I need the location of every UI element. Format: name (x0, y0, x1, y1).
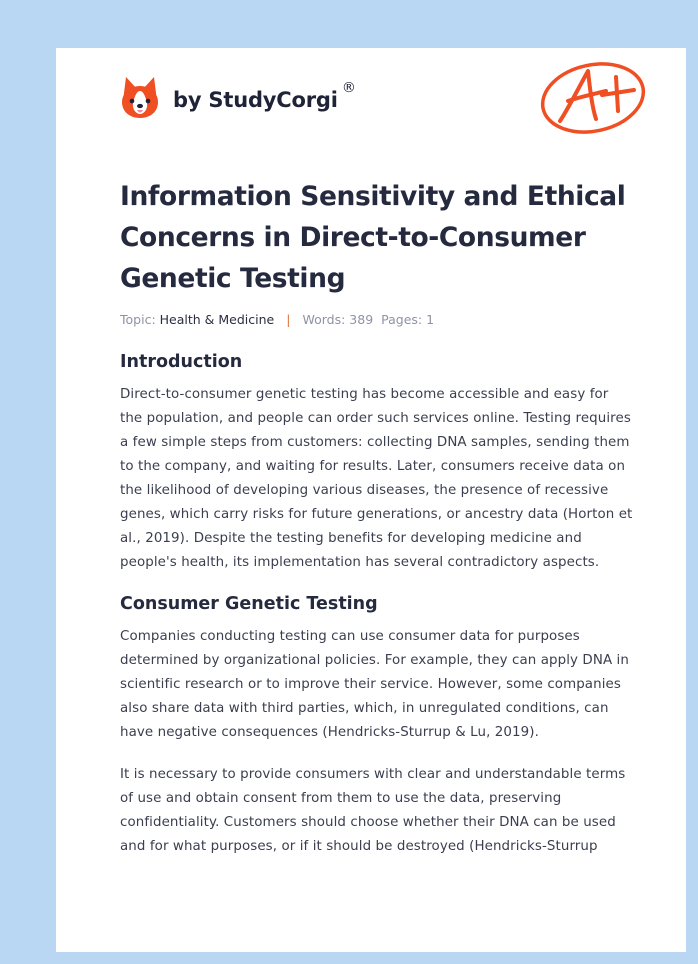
registered-mark: ® (341, 80, 356, 96)
section-heading-introduction: Introduction (120, 352, 243, 372)
document-content (120, 176, 635, 859)
document-page (56, 48, 686, 952)
page-count: Pages: 1 (381, 312, 435, 327)
page-header (56, 48, 686, 158)
corgi-logo-icon (120, 74, 160, 120)
studycorgi-logo[interactable] (120, 74, 356, 120)
brand-name: by StudyCorgi ® (173, 80, 356, 112)
document-title: Information Sensitivity and Ethical Concerns in Direct-to-Consumer Genetic Testing (120, 181, 626, 294)
consumer-testing-paragraph-1: Companies conducting testing can use consumer data for purposes determined by organizational policies. For example, they can apply DNA in scientific research or to improve their service. However, some companies also share data with third parties, which, in unregulated conditions, can have negative consequences (Hendricks-Sturrup & Lu, 2019). (120, 629, 629, 740)
a-plus-grade-icon (538, 59, 650, 143)
word-count: Words: 389 (302, 312, 374, 327)
document-meta (120, 312, 635, 327)
introduction-paragraph: Direct-to-consumer genetic testing has become accessible and easy for the population, and people can order such services online. Testing requires a few simple steps from customers: collecting DNA samples, sending them to the company, and waiting for results. Later, consumers receive data on the likelihood of developing various diseases, the presence of recessive genes, which carry risks for future generations, or ancestry data (Horton et al., 2019). Despite the testing benefits for developing medicine and people's health, its implementation has several contradictory aspects. (120, 387, 633, 570)
section-heading-consumer-genetic-testing: Consumer Genetic Testing (120, 594, 378, 614)
topic-link[interactable]: Health & Medicine (159, 312, 275, 327)
topic-label: Topic: (120, 312, 156, 327)
consumer-testing-paragraph-2: It is necessary to provide consumers with clear and understandable terms of use and obtain consent from them to use the data, preserving confidentiality. Customers should choose whether their DNA can be used and for what purposes, or if it should be destroyed (Hendricks-Sturrup (120, 767, 626, 854)
meta-separator: | (286, 312, 291, 327)
